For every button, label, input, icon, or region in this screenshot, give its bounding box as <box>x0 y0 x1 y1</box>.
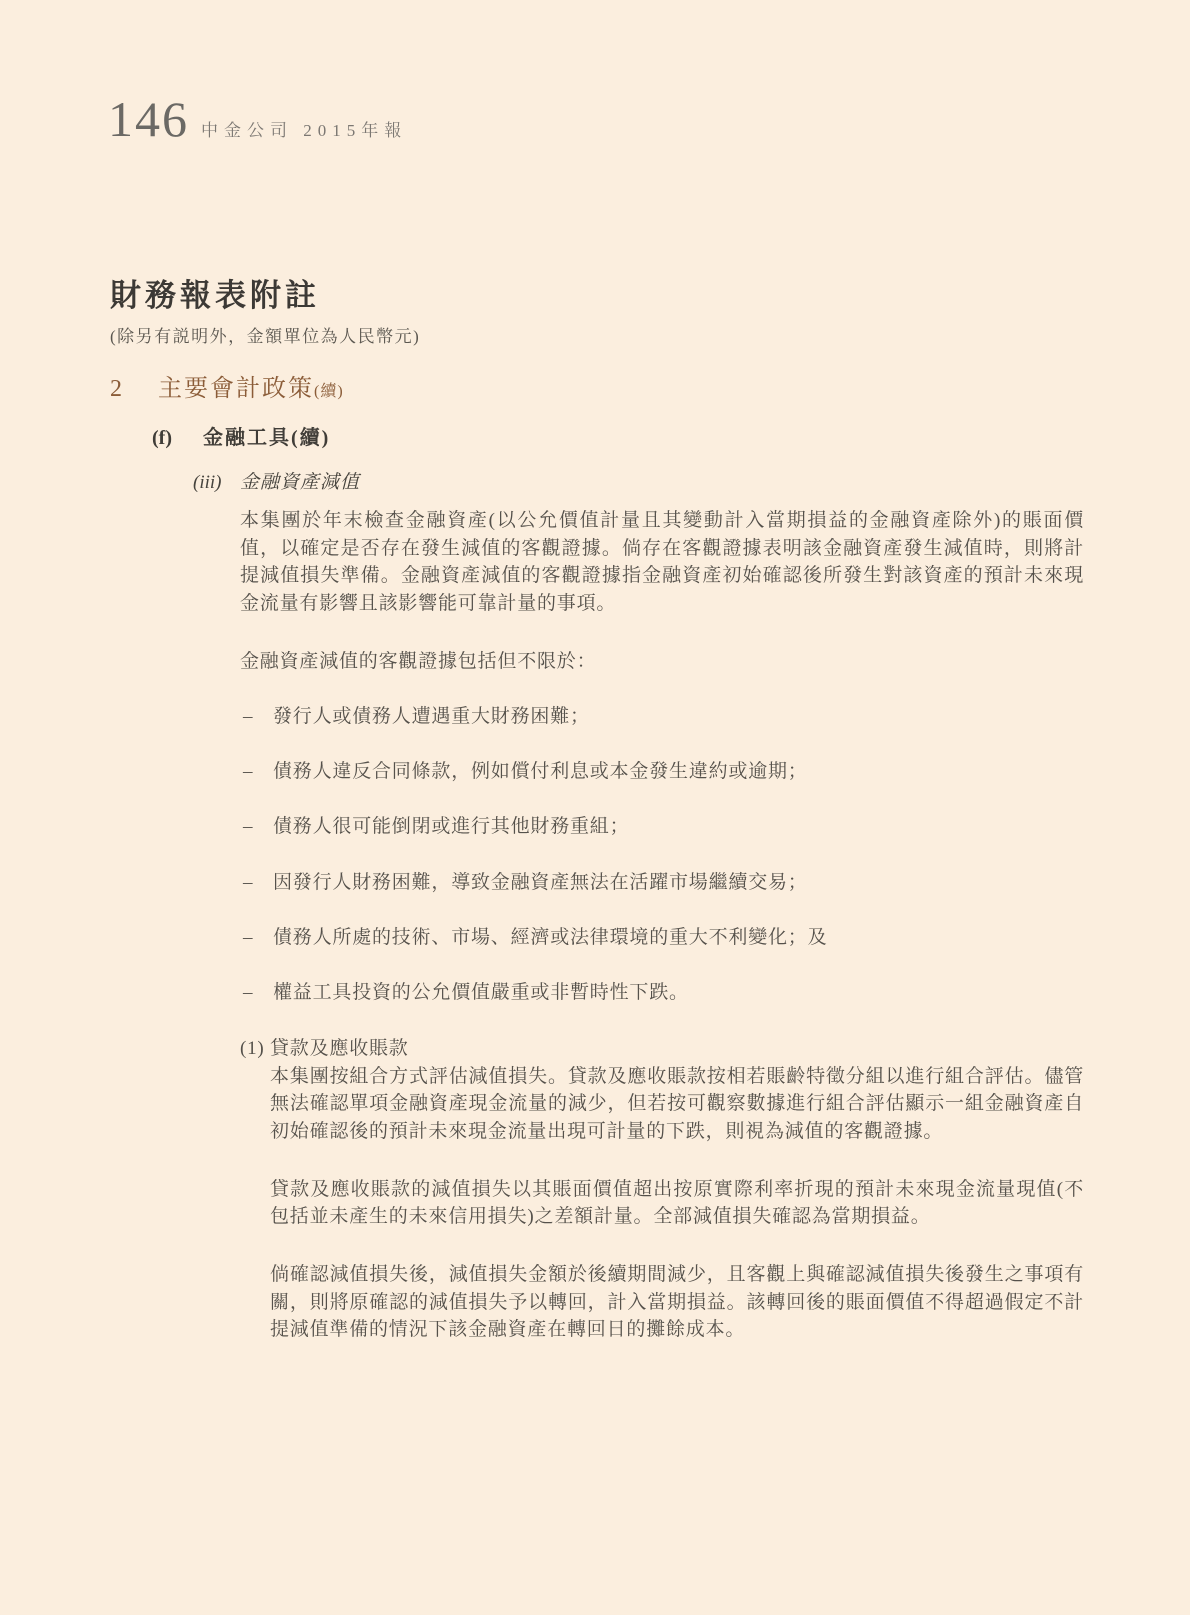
subsection-heading-f <box>152 425 1084 451</box>
bullet-text: 債務人所處的技術、市場、經濟或法律環境的重大不利變化；及 <box>273 927 828 949</box>
bullet-text: 債務人違反合同條款，例如償付利息或本金發生違約或逾期； <box>273 760 808 782</box>
bullet-item <box>240 924 1084 952</box>
item-paragraph: 本集團按組合方式評估減值損失。貸款及應收賬款按相若賬齡特徵分組以進行組合評估。儘管無法確認單項金融資產現金流量的減少，但若按可觀察數據進行組合評估顯示一組金融資產自初始確認後的預計未來現金流量出現可計量的下跌，則視為減值的客觀證據。 <box>270 1065 1084 1142</box>
document-body <box>110 278 1084 1344</box>
list-intro: 金融資產減值的客觀證據包括但不限於： <box>240 650 597 672</box>
item-body <box>240 1063 1084 1345</box>
bullet-item <box>240 813 1084 841</box>
bullet-item <box>240 979 1084 1007</box>
bullet-item <box>240 869 1084 897</box>
section-continued-label: (續) <box>314 383 344 400</box>
section-number: 2 <box>110 376 124 402</box>
dash-bullet-icon: – <box>243 982 254 1004</box>
section-heading <box>110 374 1084 407</box>
item-heading <box>240 1035 1084 1063</box>
dash-bullet-icon: – <box>243 705 254 727</box>
page-number: 146 <box>108 91 189 147</box>
section-title: 主要會計政策 <box>158 376 314 402</box>
bullet-text: 債務人很可能倒閉或進行其他財務重組； <box>273 816 630 838</box>
numbered-item-1 <box>240 1035 1084 1344</box>
bullet-item <box>240 703 1084 731</box>
item-label: (1) <box>240 1037 265 1059</box>
dash-bullet-icon: – <box>243 760 254 782</box>
running-header <box>108 92 407 147</box>
bullet-item <box>240 758 1084 786</box>
page-subtitle: (除另有説明外，金額單位為人民幣元) <box>110 327 421 346</box>
item-title: 貸款及應收賬款 <box>270 1037 409 1059</box>
report-title: 中金公司 2015年報 <box>201 121 408 140</box>
bullet-text: 權益工具投資的公允價值嚴重或非暫時性下跌。 <box>273 982 689 1004</box>
dash-bullet-icon: – <box>243 816 254 838</box>
paragraph: 本集團於年末檢查金融資產(以公允價值計量且其變動計入當期損益的金融資產除外)的賬面價值，以確定是否存在發生減值的客觀證據。倘存在客觀證據表明該金融資產發生減值時，則將計提減值損失準備。金融資產減值的客觀證據指金融資產初始確認後所發生對該資產的預計未來現金流量有影響且該影響能可靠計量的事項。 <box>240 510 1084 615</box>
subsubsection-heading-iii <box>193 471 1084 495</box>
subsection-title: 金融工具(續) <box>203 427 331 449</box>
item-paragraph: 貸款及應收賬款的減值損失以其賬面價值超出按原實際利率折現的預計未來現金流量現值(不包括並未產生的未來信用損失)之差額計量。全部減值損失確認為當期損益。 <box>270 1178 1084 1228</box>
subsection-label: (f) <box>152 427 172 449</box>
page-title: 財務報表附註 <box>110 278 320 313</box>
subsubsection-label: (iii) <box>193 472 222 493</box>
item-paragraph: 倘確認減值損失後，減值損失金額於後續期間減少，且客觀上與確認減值損失後發生之事項有關，則將原確認的減值損失予以轉回，計入當期損益。該轉回後的賬面價值不得超過假定不計提減值準備的情況下該金融資產在轉回日的攤餘成本。 <box>270 1264 1084 1341</box>
dash-bullet-icon: – <box>243 871 254 893</box>
section-content <box>240 507 1084 1344</box>
bullet-text: 因發行人財務困難，導致金融資產無法在活躍市場繼續交易； <box>273 871 808 893</box>
subsubsection-title: 金融資產減值 <box>240 472 361 493</box>
bullet-text: 發行人或債務人遭遇重大財務困難； <box>273 705 590 727</box>
dash-bullet-icon: – <box>243 927 254 949</box>
